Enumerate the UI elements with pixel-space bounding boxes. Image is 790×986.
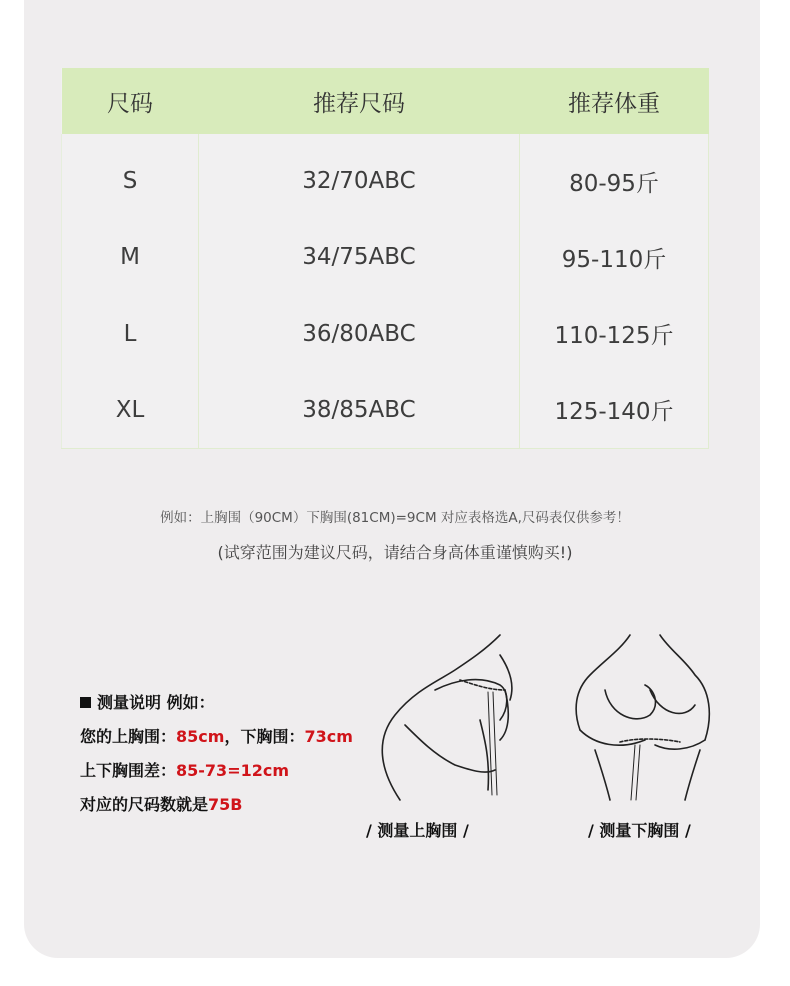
header-recommended-weight: 推荐体重 xyxy=(520,68,709,134)
under-bust-value: 73cm xyxy=(304,727,353,746)
size-chart-table xyxy=(61,68,709,449)
bust-diff-label: 上下胸围差： xyxy=(80,761,177,780)
table-row xyxy=(62,296,709,372)
square-bullet-icon xyxy=(80,697,91,708)
measure-row-diff xyxy=(80,754,353,788)
cell-recommended-weight: 95-110斤 xyxy=(520,219,709,295)
cell-size: L xyxy=(62,296,199,372)
cell-recommended-size: 38/85ABC xyxy=(199,372,520,449)
cell-size: XL xyxy=(62,372,199,449)
cell-size: M xyxy=(62,219,199,295)
under-bust-caption: / 测量下胸围 / xyxy=(588,821,691,840)
under-bust-illustration xyxy=(565,630,725,810)
cell-recommended-size: 34/75ABC xyxy=(199,219,520,295)
under-bust-label: ，下胸围： xyxy=(224,727,305,746)
size-result-label: 对应的尺码数就是 xyxy=(80,795,209,814)
upper-bust-illustration xyxy=(360,630,560,810)
size-result-value: 75B xyxy=(208,795,243,814)
table-row xyxy=(62,372,709,449)
upper-bust-label: 您的上胸围： xyxy=(80,727,177,746)
cell-recommended-weight: 80-95斤 xyxy=(520,134,709,219)
header-recommended-size: 推荐尺码 xyxy=(199,68,520,134)
upper-bust-value: 85cm xyxy=(176,727,225,746)
measure-row-bust xyxy=(80,720,353,754)
header-size: 尺码 xyxy=(62,68,199,134)
measure-title-row xyxy=(80,686,353,720)
cell-recommended-size: 36/80ABC xyxy=(199,296,520,372)
table-header-row xyxy=(62,68,709,134)
table-row xyxy=(62,134,709,219)
measurement-instructions xyxy=(80,686,353,822)
cell-recommended-weight: 110-125斤 xyxy=(520,296,709,372)
upper-bust-caption: / 测量上胸围 / xyxy=(366,821,469,840)
measure-title: 测量说明 例如： xyxy=(97,693,215,712)
bust-diff-value: 85-73=12cm xyxy=(176,761,290,780)
cell-size: S xyxy=(62,134,199,219)
fit-note-text: (试穿范围为建议尺码，请结合身高体重谨慎购买!) xyxy=(217,543,573,562)
table-row xyxy=(62,219,709,295)
cell-recommended-size: 32/70ABC xyxy=(199,134,520,219)
measure-row-size xyxy=(80,788,353,822)
example-text: 例如：上胸围（90CM）下胸围(81CM)=9CM 对应表格选A,尺码表仅供参考！ xyxy=(160,510,630,526)
cell-recommended-weight: 125-140斤 xyxy=(520,372,709,449)
